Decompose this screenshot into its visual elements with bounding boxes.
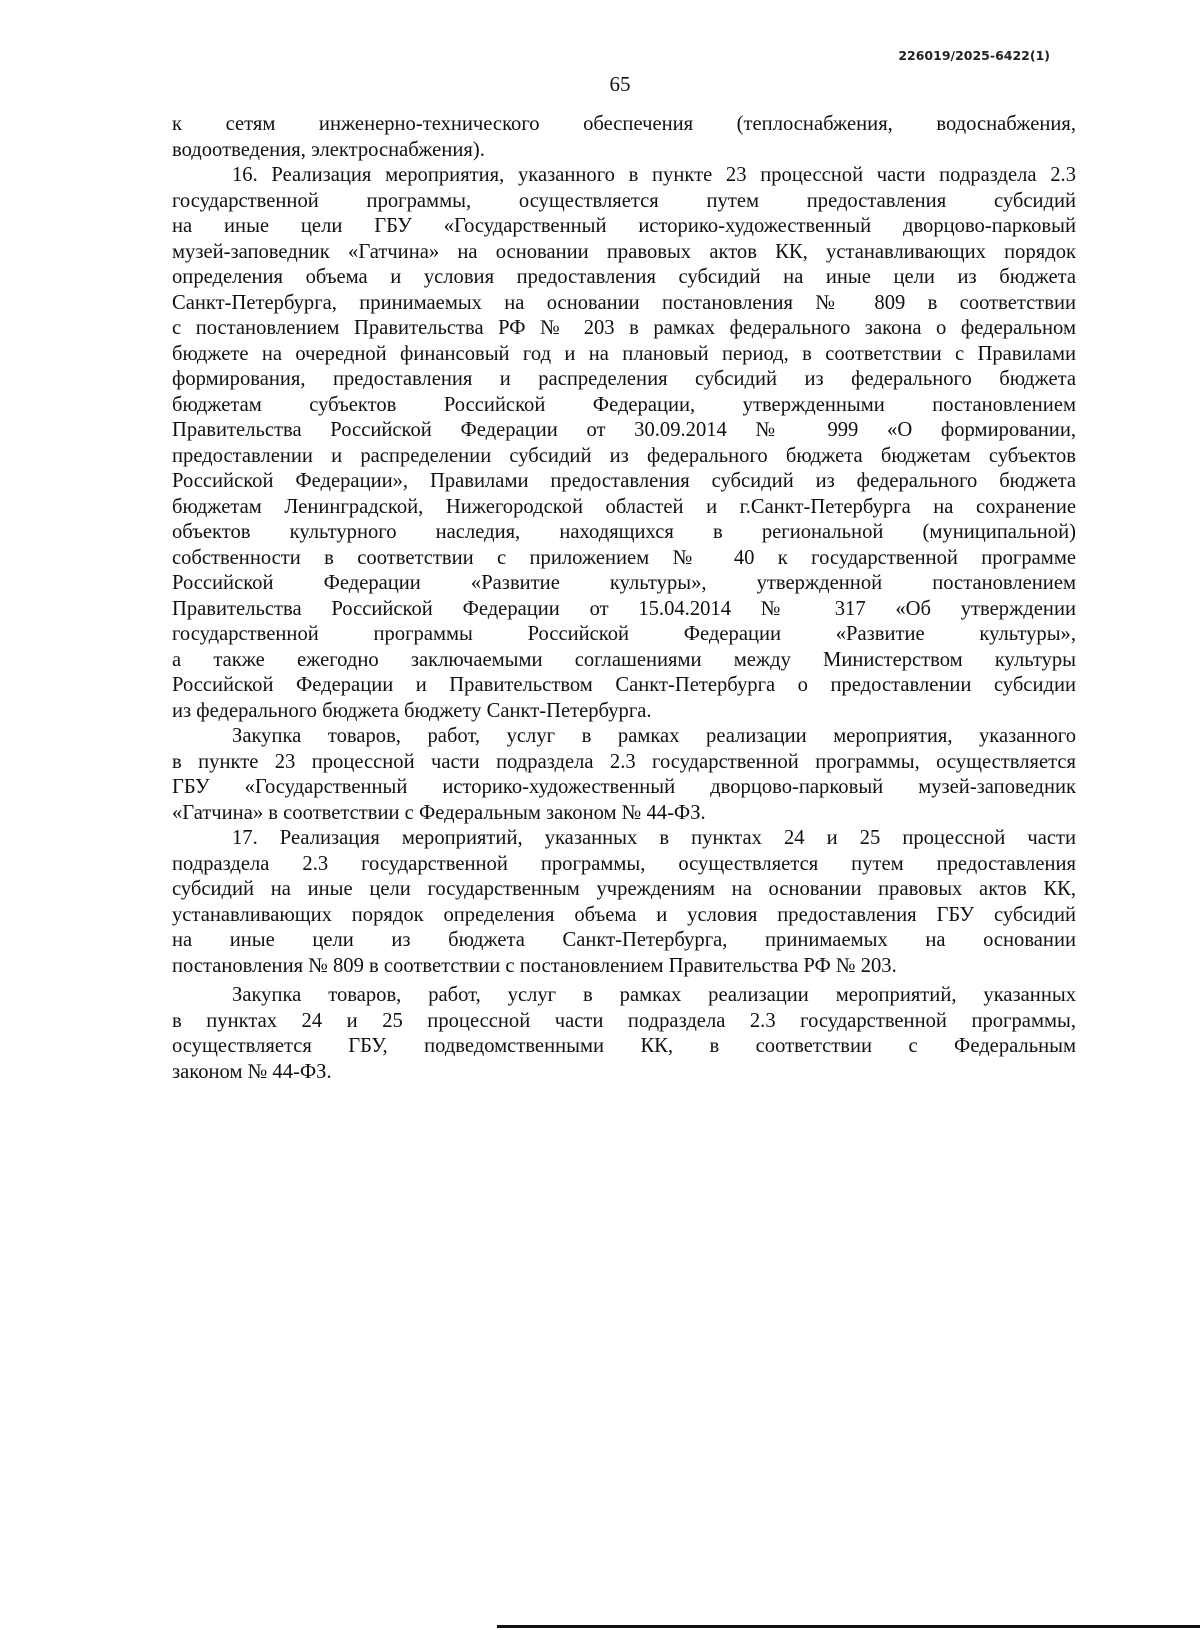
- text-line: Закупка товаров, работ, услуг в рамках реализации мероприятий, указанных: [232, 984, 1076, 1006]
- text-line: Российской Федерации и Правительством Санкт-Петербурга о предоставлении субсидии: [172, 674, 1076, 696]
- page-number: 65: [609, 72, 631, 96]
- text-line: музей-заповедник «Гатчина» на основании правовых актов КК, устанавливающих порядок: [172, 240, 1076, 263]
- text-line: формирования, предоставления и распределения субсидий из федерального бюджета: [172, 368, 1076, 390]
- text-line: осуществляется ГБУ, подведомственными КК, в соответствии с Федеральным: [172, 1035, 1076, 1057]
- text-line: в пунктах 24 и 25 процессной части подраздела 2.3 государственной программы,: [172, 1009, 1076, 1032]
- text-line: определения объема и условия предоставления субсидий на иные цели из бюджета: [172, 266, 1076, 288]
- text-line: подраздела 2.3 государственной программы, осуществляется путем предоставления: [172, 852, 1076, 875]
- text-line: предоставлении и распределении субсидий из федерального бюджета бюджетам субъектов: [172, 444, 1076, 467]
- text-line: ГБУ «Государственный историко-художественный дворцово-парковый музей-заповедник: [172, 776, 1076, 798]
- scan-edge-line: [497, 1625, 1200, 1628]
- text-line: объектов культурного наследия, находящихся в региональной (муниципальной): [172, 521, 1076, 543]
- text-line: Правительства Российской Федерации от 30.09.2014 № 999 «О формировании,: [172, 419, 1076, 441]
- text-line: Санкт-Петербурга, принимаемых на основании постановления № 809 в соответствии: [172, 291, 1076, 314]
- text-line: Правительства Российской Федерации от 15.04.2014 № 317 «Об утверждении: [172, 597, 1076, 620]
- text-line: а также ежегодно заключаемыми соглашениями между Министерством культуры: [172, 648, 1076, 671]
- text-line: бюджетам Ленинградской, Нижегородской областей и г.Санкт-Петербурга на сохранение: [172, 495, 1076, 518]
- text-line: 16. Реализация мероприятия, указанного в пункте 23 процессной части подраздела 2.3: [232, 164, 1076, 186]
- text-line: на иные цели ГБУ «Государственный историко-художественный дворцово-парковый: [172, 215, 1076, 237]
- text-line: собственности в соответствии с приложением № 40 к государственной программе: [172, 546, 1076, 569]
- text-line: к сетям инженерно-технического обеспечения (теплоснабжения, водоснабжения,: [172, 113, 1076, 135]
- text-line: «Гатчина» в соответствии с Федеральным законом № 44-ФЗ.: [172, 801, 706, 824]
- text-line: Российской Федерации «Развитие культуры», утвержденной постановлением: [172, 572, 1076, 594]
- text-line: 17. Реализация мероприятий, указанных в пунктах 24 и 25 процессной части: [232, 827, 1076, 849]
- text-line: государственной программы, осуществляется путем предоставления субсидий: [172, 189, 1076, 212]
- text-line: Закупка товаров, работ, услуг в рамках реализации мероприятия, указанного: [232, 725, 1076, 747]
- text-line: бюджетам субъектов Российской Федерации, утвержденными постановлением: [172, 393, 1076, 416]
- text-line: субсидий на иные цели государственным учреждениям на основании правовых актов КК,: [172, 878, 1076, 900]
- text-line: водоотведения, электроснабжения).: [172, 138, 485, 161]
- text-line: бюджете на очередной финансовый год и на плановый период, в соответствии с Правилами: [172, 342, 1076, 365]
- text-line: устанавливающих порядок определения объема и условия предоставления ГБУ субсидий: [172, 903, 1076, 926]
- text-line: из федерального бюджета бюджету Санкт-Петербурга.: [172, 699, 652, 722]
- text-line: законом № 44-ФЗ.: [172, 1060, 332, 1083]
- text-line: на иные цели из бюджета Санкт-Петербурга, принимаемых на основании: [172, 929, 1076, 951]
- text-line: в пункте 23 процессной части подраздела 2.3 государственной программы, осуществляется: [172, 750, 1076, 773]
- document-id: 226019/2025-6422(1): [898, 48, 1050, 63]
- text-line: постановления № 809 в соответствии с постановлением Правительства РФ № 203.: [172, 954, 897, 977]
- text-line: Российской Федерации», Правилами предоставления субсидий из федерального бюджета: [172, 470, 1076, 492]
- text-line: с постановлением Правительства РФ № 203 в рамках федерального закона о федеральном: [172, 317, 1076, 339]
- text-line: государственной программы Российской Федерации «Развитие культуры»,: [172, 623, 1076, 645]
- document-body: [172, 112, 1076, 1085]
